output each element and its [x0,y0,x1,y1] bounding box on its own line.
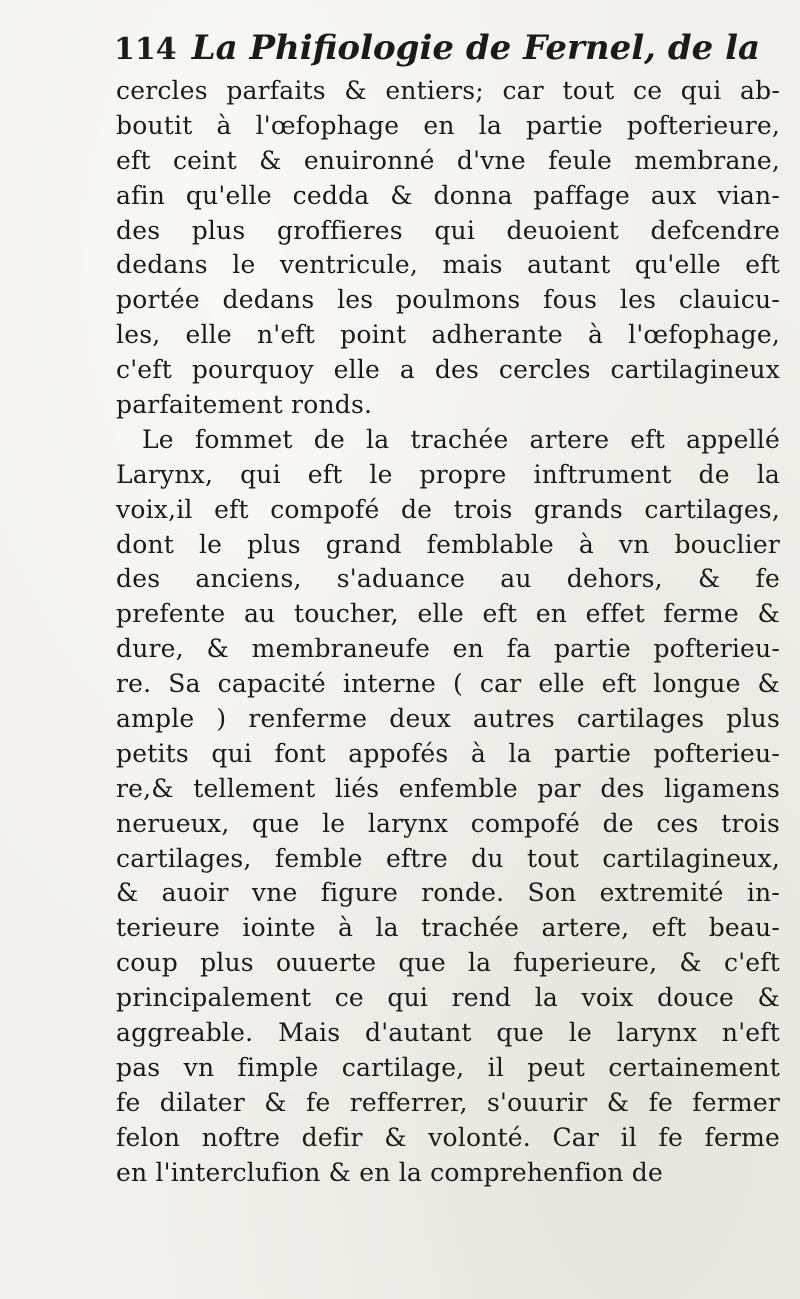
text-line: Larynx, qui eft le propre inftrument de la [116,459,780,489]
text-line: les, elle n'eft point adherante à l'œfophage, [116,320,780,350]
text-line: portée dedans les poulmons fous les clauicu- [116,285,780,315]
text-line: aggreable. Mais d'autant que le larynx n'eft [116,1018,780,1048]
text-line: coup plus ouuerte que la fuperieure, & c'eft [116,948,780,978]
text-line: boutit à l'œfophage en la partie pofterieure, [116,110,780,140]
text-line: cartilages, femble eftre du tout cartilagineux, [116,843,780,873]
text-line: parfaitement ronds. [116,390,373,420]
text-line: en l'interclufion & en la comprehenfion de [116,1157,663,1187]
text-line: & auoir vne figure ronde. Son extremité in- [116,878,780,908]
text-line: petits qui font appofés à la partie pofterieu- [116,738,780,768]
text-line: pas vn fimple cartilage, il peut certainement [116,1052,780,1082]
text-line: c'eft pourquoy elle a des cercles cartilagineux [116,355,780,385]
page-header [114,28,774,80]
text-line: eft ceint & enuironné d'vne feule membrane, [116,145,780,175]
text-line: dont le plus grand femblable à vn bouclier [116,529,780,559]
text-line: dedans le ventricule, mais autant qu'elle eft [116,250,780,280]
text-line: felon noftre defir & volonté. Car il fe ferme [116,1122,780,1152]
text-line: re. Sa capacité interne ( car elle eft longue & [116,669,780,699]
text-line: principalement ce qui rend la voix douce & [116,983,780,1013]
text-line: cercles parfaits & entiers; car tout ce qui ab- [116,76,780,105]
page-number: 114 [114,32,177,67]
text-line: afin qu'elle cedda & donna paffage aux vian- [116,180,780,210]
text-line: prefente au toucher, elle eft en effet ferme & [116,599,780,629]
body-text [116,74,780,1191]
text-line: fe dilater & fe refferrer, s'ouurir & fe fermer [116,1087,780,1117]
paragraph-start-line: Le fommet de la trachée artere eft appellé [142,424,780,454]
text-line: terieure iointe à la trachée artere, eft beau- [116,913,780,943]
running-title: La Phifiologie de Fernel, de la [191,28,761,68]
text-line: voix,il eft compofé de trois grands cartilages, [116,494,780,524]
text-line: dure, & membraneufe en fa partie pofterieu- [116,634,780,664]
text-line: des anciens, s'aduance au dehors, & fe [116,564,780,594]
text-line: nerueux, que le larynx compofé de ces trois [116,808,780,838]
text-line: des plus groffieres qui deuoient defcendre [116,215,780,245]
text-line: ample ) renferme deux autres cartilages plus [116,704,780,734]
text-line: re,& tellement liés enfemble par des ligamens [116,773,780,803]
